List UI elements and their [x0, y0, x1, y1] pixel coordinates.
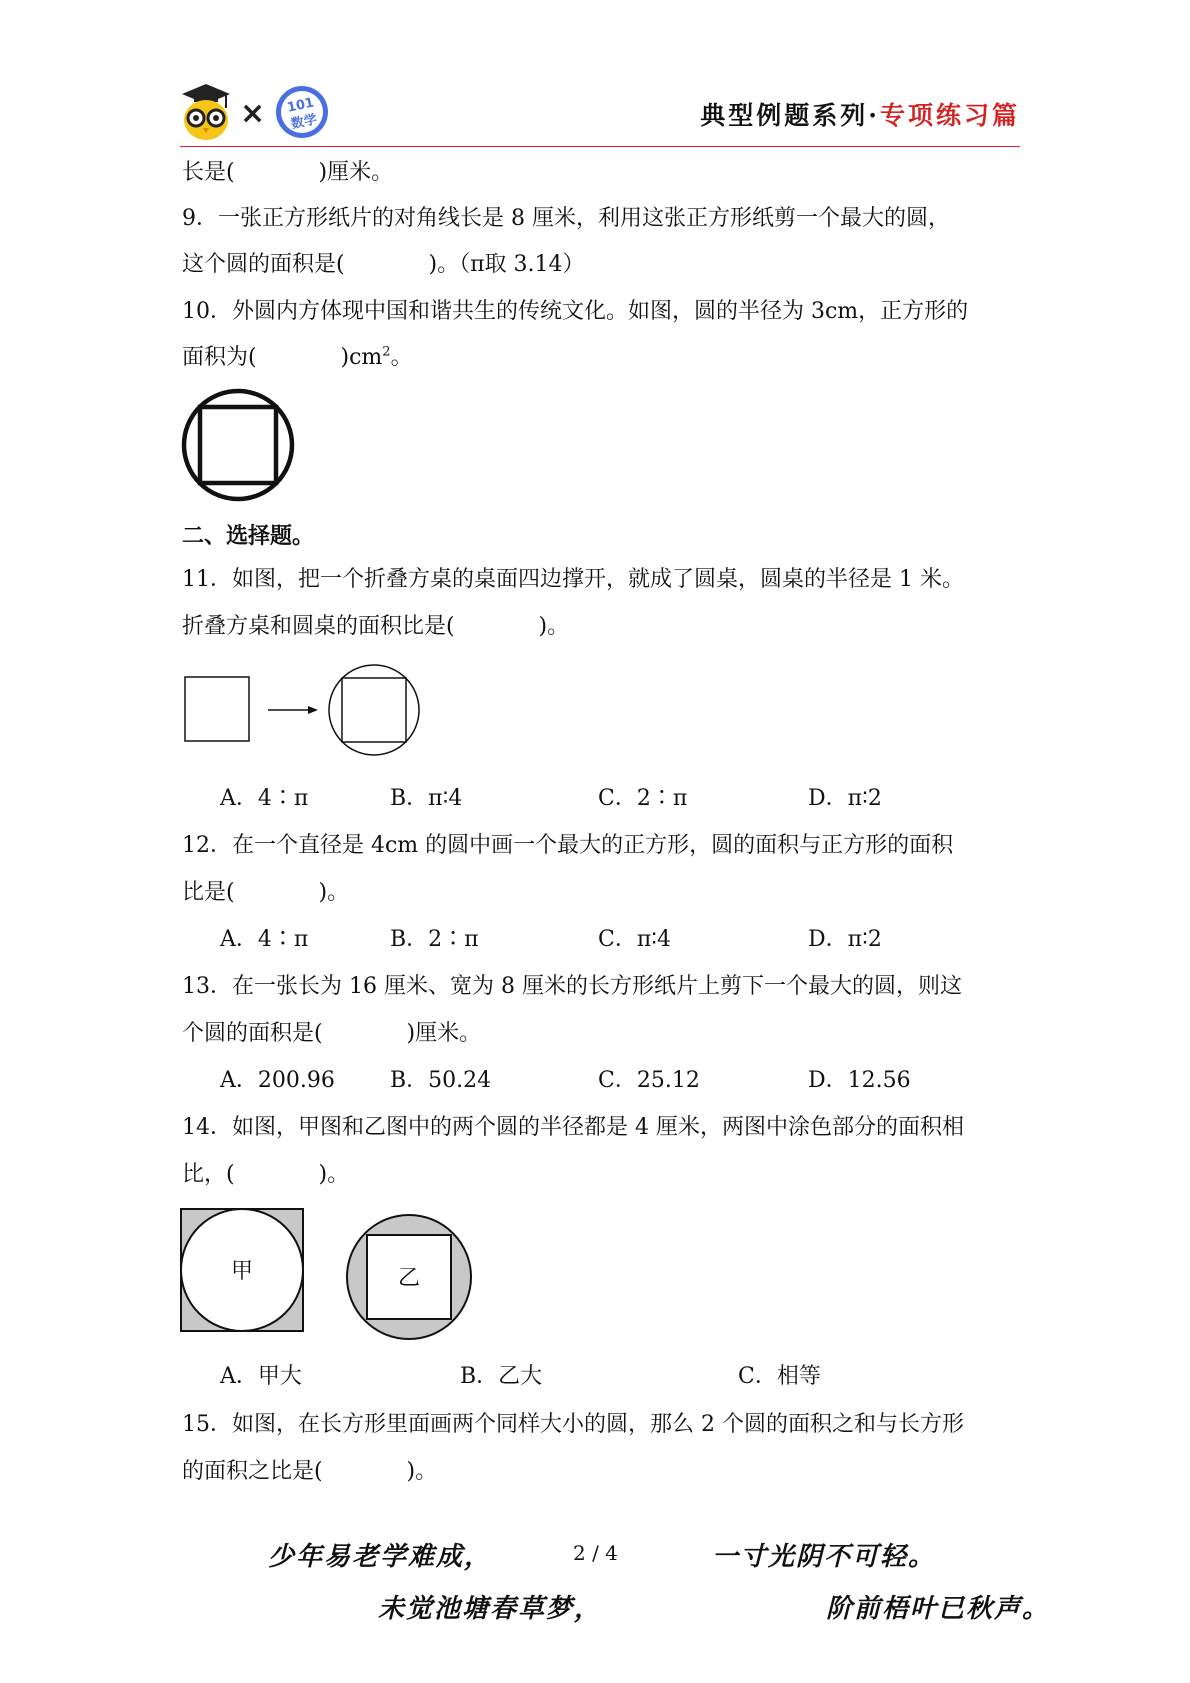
page-number: 2 / 4 [573, 1541, 618, 1565]
header-divider [180, 146, 1020, 147]
q14-line-1: 14．如图，甲图和乙图中的两个圆的半径都是 4 厘米，两图中涂色部分的面积相 [182, 1115, 964, 1140]
q11-option-d: D．π∶2 [808, 786, 882, 811]
q11-option-a: A．4∶π [220, 786, 309, 811]
q10-line-2 [182, 343, 413, 373]
q12-option-b: B．2∶π [390, 927, 479, 952]
header-special-text: 专项练习篇 [879, 101, 1020, 130]
collab-x-mark: × [240, 96, 266, 131]
footer-poem-line-1: 少年易老学难成， [268, 1542, 493, 1572]
q15-line-1: 15．如图，在长方形里面画两个同样大小的圆，那么 2 个圆的面积之和与长方形 [182, 1412, 964, 1437]
q14-line-2: 比，( )。 [182, 1162, 350, 1187]
footer-poem-line-3: 未觉池塘春草梦， [378, 1594, 603, 1624]
q9-line-1: 9．一张正方形纸片的对角线长是 8 厘米，利用这张正方形纸剪一个最大的圆， [182, 206, 950, 231]
q15-line-2: 的面积之比是( )。 [182, 1459, 438, 1484]
q10-line-1: 10．外圆内方体现中国和谐共生的传统文化。如图，圆的半径为 3cm，正方形的 [182, 299, 969, 324]
q12-option-a: A．4∶π [220, 927, 309, 952]
q13-line-1: 13．在一张长为 16 厘米、宽为 8 厘米的长方形纸片上剪下一个最大的圆，则这 [182, 974, 962, 999]
q14-label-jia: 甲 [230, 1259, 254, 1284]
q14-figure-jia-yi [178, 1205, 478, 1340]
q12-line-1: 12．在一个直径是 4cm 的圆中画一个最大的正方形，圆的面积与正方形的面积 [182, 833, 954, 858]
q14-label-yi: 乙 [397, 1266, 421, 1291]
q12-option-d: D．π∶2 [808, 927, 882, 952]
owl-logo-icon [180, 82, 232, 142]
q12-option-c: C．π∶4 [598, 927, 672, 952]
q14-option-b: B．乙大 [460, 1364, 543, 1389]
q8-line-2: 长是( )厘米。 [182, 160, 394, 185]
q10-line-2-end: 。 [390, 345, 413, 370]
q13-option-d: D．12.56 [808, 1068, 911, 1093]
header-title [700, 96, 1020, 132]
header-series-text: 典型例题系列 [700, 101, 869, 130]
q11-line-2: 折叠方桌和圆桌的面积比是( )。 [182, 614, 570, 639]
math-101-logo-icon [272, 84, 332, 140]
footer-poem-line-4: 阶前梧叶已秋声。 [826, 1594, 1051, 1624]
q13-option-b: B．50.24 [390, 1068, 492, 1093]
q14-option-c: C．相等 [738, 1364, 821, 1389]
page-header [180, 82, 1020, 144]
logo-text-math: 数学 [289, 112, 319, 133]
q13-option-c: C．25.12 [598, 1068, 700, 1093]
q11-option-c: C．2∶π [598, 786, 688, 811]
q11-option-b: B．π∶4 [390, 786, 463, 811]
q11-figure-square-to-circle [178, 660, 428, 760]
q13-line-2: 个圆的面积是( )厘米。 [182, 1021, 482, 1046]
q14-option-a: A．甲大 [220, 1364, 302, 1389]
footer-poem-line-2: 一寸光阴不可轻。 [712, 1542, 937, 1572]
q10-figure-circle-square [178, 385, 298, 505]
q12-line-2: 比是( )。 [182, 880, 350, 905]
section-2-heading: 二、选择题。 [182, 524, 315, 549]
q13-option-a: A．200.96 [220, 1068, 335, 1093]
q9-line-2: 这个圆的面积是( )。（π取 3.14） [182, 252, 585, 277]
header-dot: · [868, 101, 880, 130]
q10-line-2-text: 面积为( )cm [182, 345, 383, 370]
logo-text-101: 101 [285, 95, 316, 116]
q11-line-1: 11．如图，把一个折叠方桌的桌面四边撑开，就成了圆桌，圆桌的半径是 1 米。 [182, 567, 964, 592]
q10-unit-exponent: 2 [382, 344, 391, 360]
